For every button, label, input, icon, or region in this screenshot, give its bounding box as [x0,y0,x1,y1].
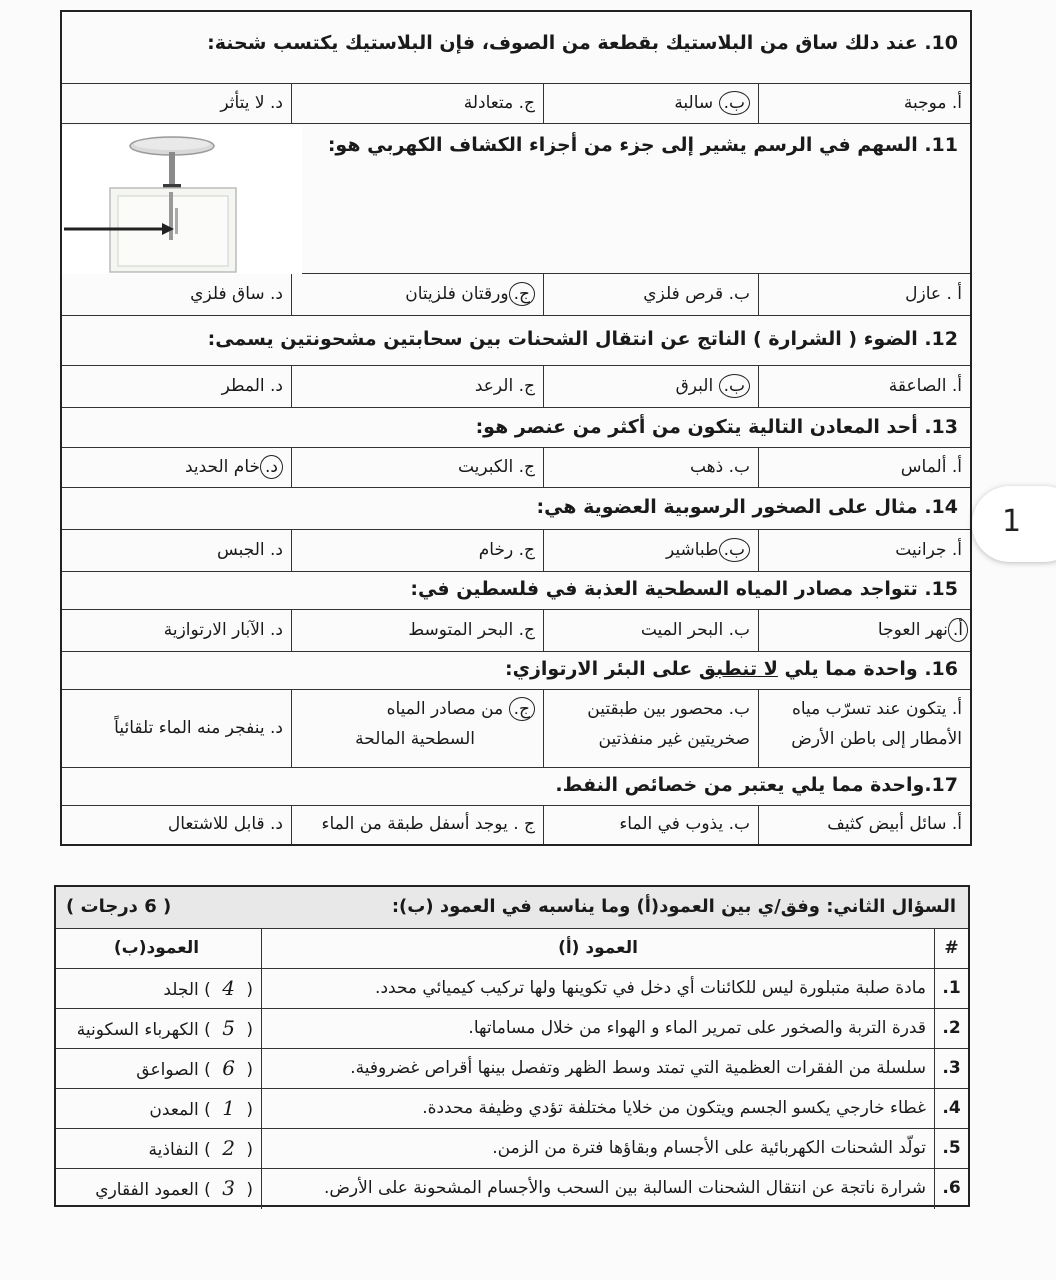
handwritten-answer: 2 [222,1136,235,1160]
mcq-sheet [60,10,972,846]
page-number-tab[interactable] [972,486,1056,562]
answer-circle: ب. [719,374,750,398]
underlined-negation: لا تنطبق [698,658,778,680]
option-b[interactable]: ب.طباشير [543,530,758,571]
option-b[interactable]: ب. قرص فلزي [543,274,758,315]
question-text: 12. الضوء ( الشرارة ) الناتج عن انتقال الشحنات بين سحابتين مشحونتين يسمى: [207,328,958,350]
column-headers [56,929,968,969]
question-15 [62,572,970,610]
options-10 [62,84,970,124]
answer-circle: ج. [509,282,535,306]
options-14 [62,530,970,572]
table-row [56,1169,968,1209]
options-12 [62,366,970,408]
options-16 [62,690,970,768]
row-statement: مادة صلبة متبلورة ليس للكائنات أي دخل في تكوينها ولها تركيب كيميائي محدد. [261,969,934,1008]
table-row [56,1009,968,1049]
row-number: 1. [934,969,968,1008]
option-a[interactable]: أ. ألماس [758,448,970,487]
answer-circle: ج. [509,697,535,721]
row-statement: سلسلة من الفقرات العظمية التي تمتد وسط الظهر وتفصل بينها أقراص غضروفية. [261,1049,934,1088]
option-c[interactable]: ج. الرعد [291,366,543,407]
table-row [56,1129,968,1169]
option-b[interactable]: ب. ذهب [543,448,758,487]
option-c[interactable]: ج. الكبريت [291,448,543,487]
answer-circle: د. [260,455,283,479]
table-row [56,969,968,1009]
option-a[interactable]: أ. يتكون عند تسرّب مياه الأمطار إلى باطن الأرض [758,690,970,767]
option-b[interactable]: ب. سالبة [543,84,758,123]
option-a[interactable]: أ.نهر العوجا [758,610,970,651]
option-c[interactable]: ج . يوجد أسفل طبقة من الماء [291,806,543,844]
option-a[interactable]: أ . عازل [758,274,970,315]
option-c[interactable]: ج. من مصادر المياه السطحية المالحة [291,690,543,767]
row-number: 5. [934,1129,968,1168]
question-13 [62,408,970,448]
col-number-header: # [934,929,968,968]
option-c[interactable]: ج.ورقتان فلزيتان [291,274,543,315]
row-answer-cell[interactable]: ( 4 ) الجلد [163,976,253,1000]
answer-circle: ب. [719,91,750,115]
question-10 [62,12,970,84]
row-statement: قدرة التربة والصخور على تمرير الماء و الهواء من خلال مساماتها. [261,1009,934,1048]
answer-circle: أ. [948,618,968,642]
question-text: 13. أحد المعادن التالية يتكون من أكثر من عنصر هو: [475,416,958,438]
question-text: 14. مثال على الصخور الرسوبية العضوية هي: [536,496,958,518]
table-row [56,1089,968,1129]
row-number: 2. [934,1009,968,1048]
question-12 [62,316,970,366]
col-a-header: العمود (أ) [261,929,934,968]
row-answer-cell[interactable]: ( 6 ) الصواعق [136,1056,253,1080]
options-17 [62,806,970,844]
row-statement: تولّد الشحنات الكهربائية على الأجسام وبقاؤها فترة من الزمن. [261,1129,934,1168]
option-d[interactable]: د. المطر [221,376,283,396]
question-text: 11. السهم في الرسم يشير إلى جزء من أجزاء الكشاف الكهربي هو: [327,134,958,156]
option-b[interactable]: ب. يذوب في الماء [543,806,758,844]
question-text: 15. تتواجد مصادر المياه السطحية العذبة في فلسطين في: [410,578,958,600]
question-16 [62,652,970,690]
row-number: 3. [934,1049,968,1088]
handwritten-answer: 3 [222,1176,235,1200]
question-17 [62,768,970,806]
question-text: 16. واحدة مما يلي لا تنطبق على البئر الارتوازي: [504,658,958,680]
handwritten-answer: 4 [222,976,235,1000]
option-b[interactable]: ب. محصور بين طبقتين صخريتين غير منفذتين [543,690,758,767]
table-row [56,1049,968,1089]
row-number: 6. [934,1169,968,1209]
question-14 [62,488,970,530]
option-d[interactable]: د. قابل للاشتعال [167,814,283,834]
option-c[interactable]: ج. البحر المتوسط [291,610,543,651]
option-b[interactable]: ب. البحر الميت [543,610,758,651]
option-a[interactable]: أ. موجبة [758,84,970,123]
section-title: السؤال الثاني: وفق/ي بين العمود(أ) وما يناسبه في العمود (ب): [391,896,956,917]
options-15 [62,610,970,652]
option-d[interactable]: د. ساق فلزي [190,284,283,304]
row-answer-cell[interactable]: ( 3 ) العمود الفقاري [95,1176,253,1200]
option-a[interactable]: أ. الصاعقة [758,366,970,407]
option-c[interactable]: ج. رخام [291,530,543,571]
option-d[interactable]: د. لا يتأثر [220,93,283,113]
option-d[interactable]: د. ينفجر منه الماء تلقائياً [114,718,283,738]
row-answer-cell[interactable]: ( 2 ) النفاذية [148,1136,253,1160]
option-d[interactable]: د. الجبس [216,540,283,560]
option-d[interactable]: د.خام الحديد [58,448,291,487]
marks-label: ( 6 درجات ) [66,896,172,917]
handwritten-answer: 1 [222,1096,235,1120]
row-number: 4. [934,1089,968,1128]
col-b-header: العمود(ب) [113,938,200,958]
option-c[interactable]: ج. متعادلة [291,84,543,123]
option-b[interactable]: ب. البرق [543,366,758,407]
question-text: 17.واحدة مما يلي يعتبر من خصائص النفط. [555,774,958,796]
row-statement: شرارة ناتجة عن انتقال الشحنات السالبة بين السحب والأجسام المشحونة على الأرض. [261,1169,934,1209]
page-number: 1 [1002,504,1022,539]
matching-table [54,885,970,1207]
option-a[interactable]: أ. سائل أبيض كثيف [758,806,970,844]
options-11 [62,274,970,316]
row-answer-cell[interactable]: ( 1 ) المعدن [149,1096,253,1120]
handwritten-answer: 5 [222,1016,235,1040]
electroscope-diagram [62,126,302,274]
answer-circle: ب. [719,538,750,562]
handwritten-answer: 6 [222,1056,235,1080]
option-a[interactable]: أ. جرانيت [758,530,970,571]
question-text: 10. عند دلك ساق من البلاستيك بقطعة من الصوف، فإن البلاستيك يكتسب شحنة: [207,32,958,54]
options-13 [62,448,970,488]
row-answer-cell[interactable]: ( 5 ) الكهرباء السكونية [76,1016,253,1040]
row-statement: غطاء خارجي يكسو الجسم ويتكون من خلايا مختلفة تؤدي وظيفة محددة. [261,1089,934,1128]
option-d[interactable]: د. الآبار الارتوازية [163,620,283,640]
matching-header [56,887,968,929]
